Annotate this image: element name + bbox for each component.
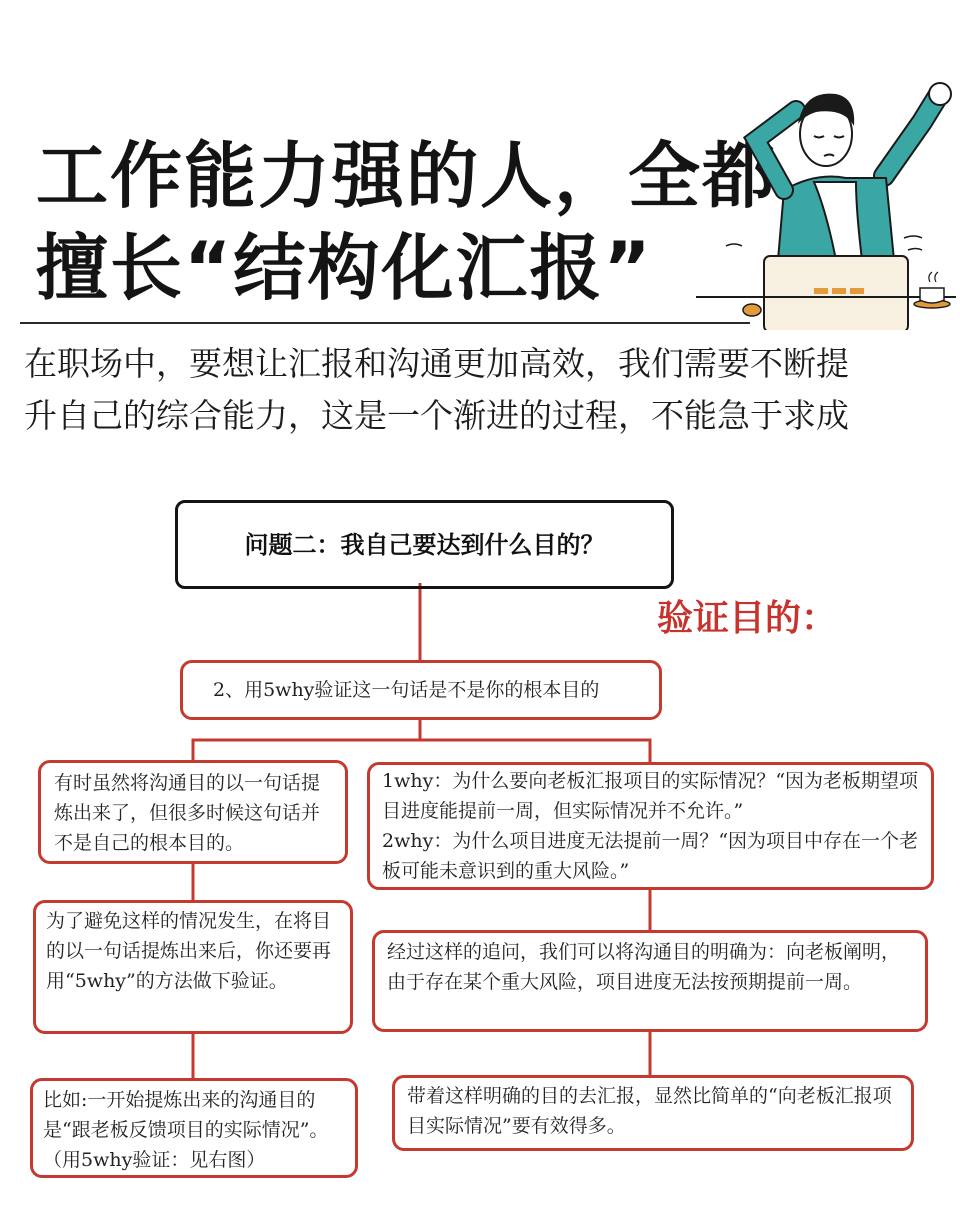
- verify-purpose-label: 验证目的：: [657, 598, 838, 639]
- page-title-line-1: 工作能力强的人，全都: [36, 134, 777, 218]
- left-box-1: [38, 760, 348, 864]
- left-box-2: [33, 900, 353, 1034]
- right-box-2-text: 经过这样的追问，我们可以将沟通目的明确为：向老板阐明，由于存在某个重大风险，项目进度无法按预期提前一周。: [387, 941, 901, 993]
- question-box: 问题二：我自己要达到什么目的？: [175, 500, 674, 589]
- right-box-1-why1: 1why：为什么要向老板汇报项目的实际情况？“因为老板期望项目进度能提前一周，但实际情况并不允许。”: [382, 770, 919, 822]
- left-box-2-text: 为了避免这样的情况发生，在将目的以一句话提炼出来后，你还要再用“5why”的方法做下验证。: [46, 910, 332, 992]
- intro-line-1: 在职场中，要想让汇报和沟通更加高效，我们需要不断提: [24, 344, 849, 383]
- person-stretching-illustration: [686, 60, 956, 330]
- intro-line-2: 升自己的综合能力，这是一个渐进的过程，不能急于求成: [24, 396, 849, 435]
- right-box-3-text: 带着这样明确的目的去汇报，显然比简单的“向老板汇报项目实际情况”要有效得多。: [407, 1085, 892, 1137]
- left-box-1-text: 有时虽然将沟通目的以一句话提炼出来了，但很多时候这句话并不是自己的根本目的。: [54, 772, 321, 854]
- step2-box: 2、用5why验证这一句话是不是你的根本目的: [180, 660, 662, 720]
- page-title-line-2: 擅长“结构化汇报”: [36, 226, 653, 310]
- right-box-3: [392, 1075, 914, 1151]
- right-box-1: [367, 762, 934, 890]
- right-box-1-why2: 2why：为什么项目进度无法提前一周？“因为项目中存在一个老板可能未意识到的重大风险。”: [382, 830, 919, 882]
- right-box-2: [372, 930, 928, 1032]
- title-divider: [20, 322, 750, 324]
- left-box-3: [30, 1078, 358, 1178]
- left-box-3-text: 比如:一开始提炼出来的沟通目的是“跟老板反馈项目的实际情况”。（用5why验证：见右图）: [43, 1089, 329, 1171]
